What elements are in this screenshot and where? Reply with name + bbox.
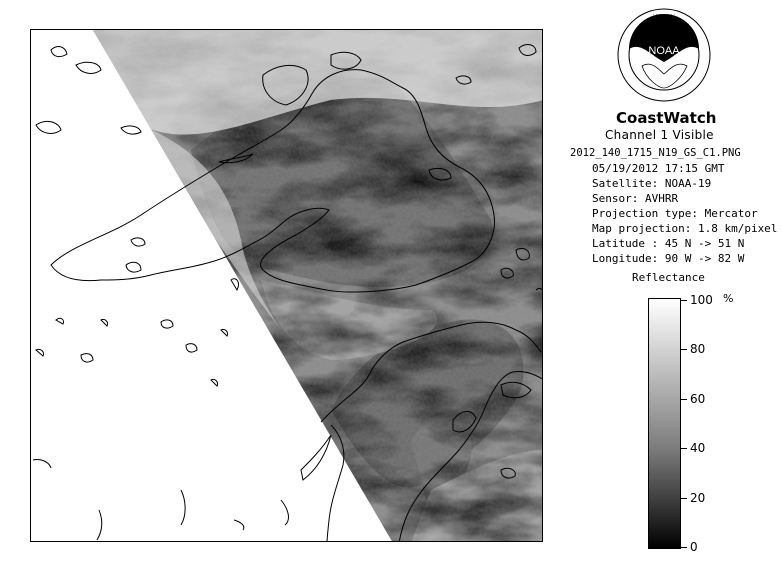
colorbar-tick-mark (681, 300, 687, 301)
colorbar-tick-mark (681, 448, 687, 449)
noaa-logo-text: NOAA (648, 45, 680, 57)
colorbar-unit: % (723, 292, 734, 305)
channel-label: Channel 1 Visible (605, 128, 714, 142)
colorbar-label: Reflectance (632, 271, 705, 284)
svg-text:· · · · · · · ·: · · · · · · · · (652, 12, 676, 18)
colorbar-tick-mark (681, 399, 687, 400)
map-projection: Map projection: 1.8 km/pixel (592, 222, 778, 235)
colorbar-tick-label: 40 (690, 441, 706, 455)
map-canvas (31, 30, 543, 542)
colorbar-tick-label: 100 (690, 293, 713, 307)
colorbar-tick-mark (681, 349, 687, 350)
colorbar-tick-label: 0 (690, 540, 698, 554)
colorbar-tick-mark (681, 498, 687, 499)
longitude-range: Longitude: 90 W -> 82 W (592, 252, 745, 265)
swath-imagery (31, 30, 543, 542)
file-name: 2012_140_1715_N19_GS_C1.PNG (570, 147, 741, 159)
noaa-logo (617, 8, 711, 102)
latitude-range: Latitude : 45 N -> 51 N (592, 237, 745, 250)
colorbar-tick-label: 80 (690, 342, 706, 356)
projection-type: Projection type: Mercator (592, 207, 758, 220)
satellite-image-map (30, 29, 543, 542)
sensor-name: Sensor: AVHRR (592, 192, 679, 205)
colorbar-tick-label: 60 (690, 392, 706, 406)
product-title: CoastWatch (616, 109, 717, 127)
reflectance-colorbar (648, 298, 681, 549)
colorbar-tick-mark (681, 547, 687, 548)
date-time: 05/19/2012 17:15 GMT (592, 162, 725, 175)
satellite-name: Satellite: NOAA-19 (592, 177, 712, 190)
colorbar-tick-label: 20 (690, 491, 706, 505)
